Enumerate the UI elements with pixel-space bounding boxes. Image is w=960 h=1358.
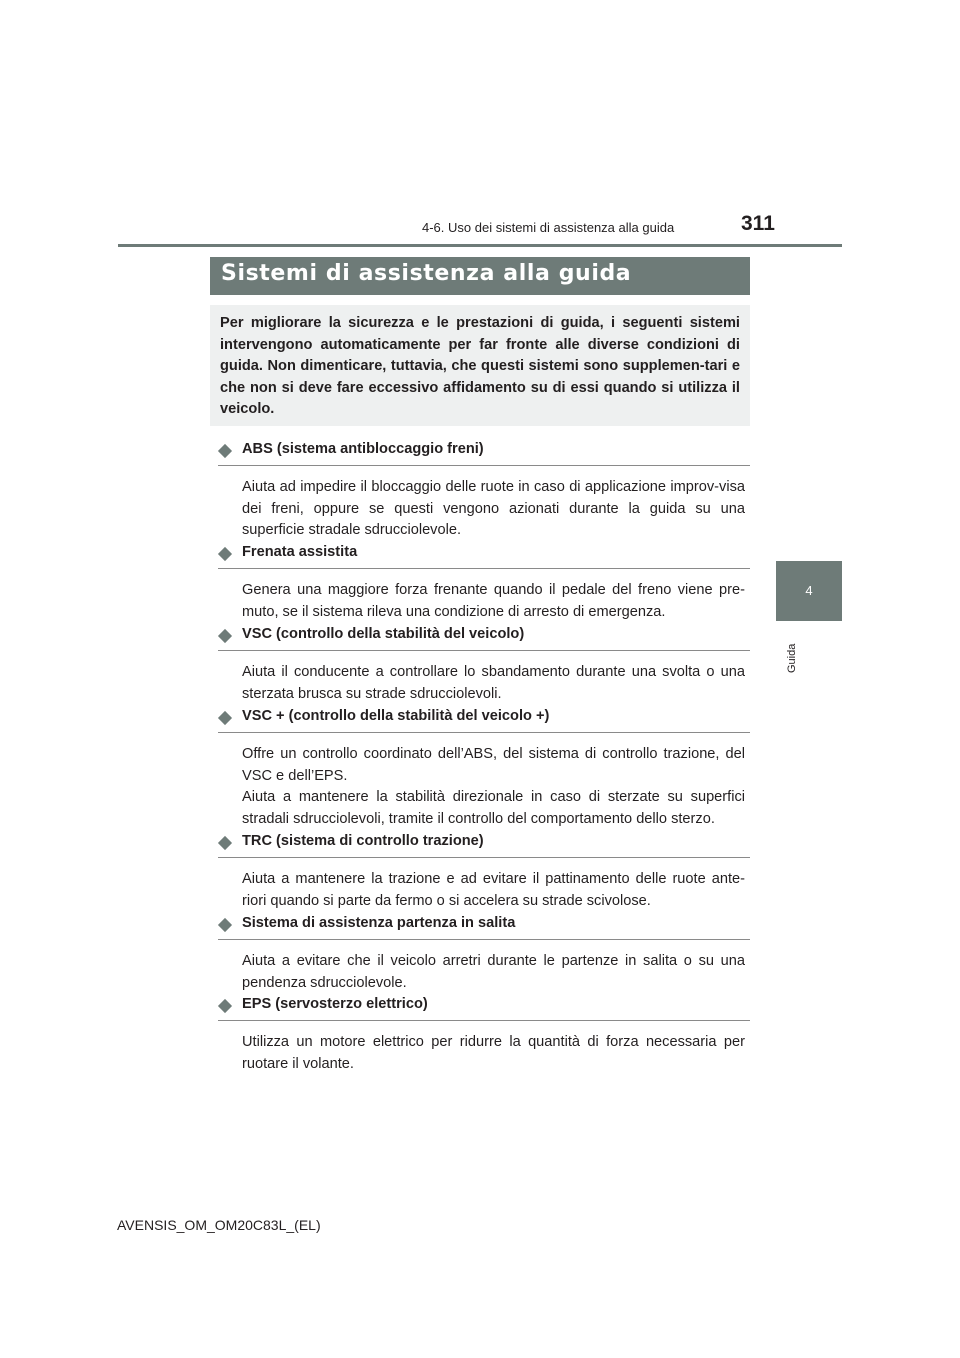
feature-title: Sistema di assistenza partenza in salita	[242, 915, 516, 931]
feature-trc	[218, 833, 750, 912]
feature-description: Aiuta il conducente a controllare lo sbandamento durante una svolta o una sterzata brusca su strade sdrucciolevoli.	[242, 664, 745, 702]
feature-title: VSC + (controllo della stabilità del veicolo +)	[242, 708, 550, 724]
feature-title: Frenata assistita	[242, 544, 358, 560]
diamond-bullet-icon	[218, 547, 232, 561]
page-number: 311	[741, 212, 775, 235]
diamond-bullet-icon	[218, 711, 232, 725]
diamond-bullet-icon	[218, 629, 232, 643]
feature-description: Utilizza un motore elettrico per ridurre la quantità di forza necessaria per ruotare il volante.	[242, 1034, 745, 1072]
feature-heading	[218, 996, 750, 1021]
feature-description: Aiuta a evitare che il veicolo arretri durante le partenze in salita o su una pendenza sdrucciolevole.	[242, 953, 745, 991]
diamond-bullet-icon	[218, 918, 232, 932]
feature-heading	[218, 708, 750, 733]
feature-brake-assist	[218, 544, 750, 623]
feature-vsc-plus	[218, 708, 750, 830]
diamond-bullet-icon	[218, 836, 232, 850]
feature-description-2: Aiuta a mantenere la stabilità direzionale in caso di sterzate su superfici stradali sdrucciolevoli, tramite il controllo del comportamento dello sterzo.	[242, 789, 745, 827]
feature-abs	[218, 441, 750, 542]
feature-heading	[218, 544, 750, 569]
feature-description: Aiuta a mantenere la trazione e ad evitare il pattinamento delle ruote ante-riori quando si parte da fermo o si accelera su strade scivolose.	[242, 871, 745, 909]
header-rule	[118, 244, 842, 247]
feature-description: Genera una maggiore forza frenante quando il pedale del freno viene pre-muto, se il sistema rileva una condizione di arresto di emergenza.	[242, 582, 745, 620]
chapter-tab-label: Guida	[786, 643, 798, 673]
feature-eps	[218, 996, 750, 1075]
feature-title: ABS (sistema antibloccaggio freni)	[242, 441, 484, 457]
feature-title: TRC (sistema di controllo trazione)	[242, 833, 484, 849]
feature-heading	[218, 626, 750, 651]
chapter-tab: 4	[776, 561, 842, 621]
intro-text: Per migliorare la sicurezza e le prestazioni di guida, i seguenti sistemi intervengono automaticamente per far fronte alle diverse condizioni di guida. Non dimenticare, tuttavia, che questi sistemi sono supplemen-tari e che non si deve fare eccessivo affidamento su di essi quando si utilizza il veicolo.	[220, 315, 740, 417]
feature-description: Aiuta ad impedire il bloccaggio delle ruote in caso di applicazione improv-visa dei freni, oppure se questi vengono azionati durante la guida su una superficie stradale sdrucciolevole.	[242, 479, 745, 538]
feature-vsc	[218, 626, 750, 705]
header-section-title: 4-6. Uso dei sistemi di assistenza alla guida	[422, 220, 675, 235]
feature-hill-start-assist	[218, 915, 750, 994]
feature-heading	[218, 441, 750, 466]
diamond-bullet-icon	[218, 999, 232, 1013]
title-bar	[210, 257, 750, 295]
feature-title: EPS (servosterzo elettrico)	[242, 996, 428, 1012]
page-title: Sistemi di assistenza alla guida	[221, 261, 632, 286]
feature-heading	[218, 915, 750, 940]
feature-heading	[218, 833, 750, 858]
feature-description: Offre un controllo coordinato dell’ABS, del sistema di controllo trazione, del VSC e dell’EPS.	[242, 746, 745, 784]
diamond-bullet-icon	[218, 444, 232, 458]
feature-title: VSC (controllo della stabilità del veicolo)	[242, 626, 525, 642]
intro-box	[210, 305, 750, 426]
footer-code: AVENSIS_OM_OM20C83L_(EL)	[117, 1217, 321, 1233]
